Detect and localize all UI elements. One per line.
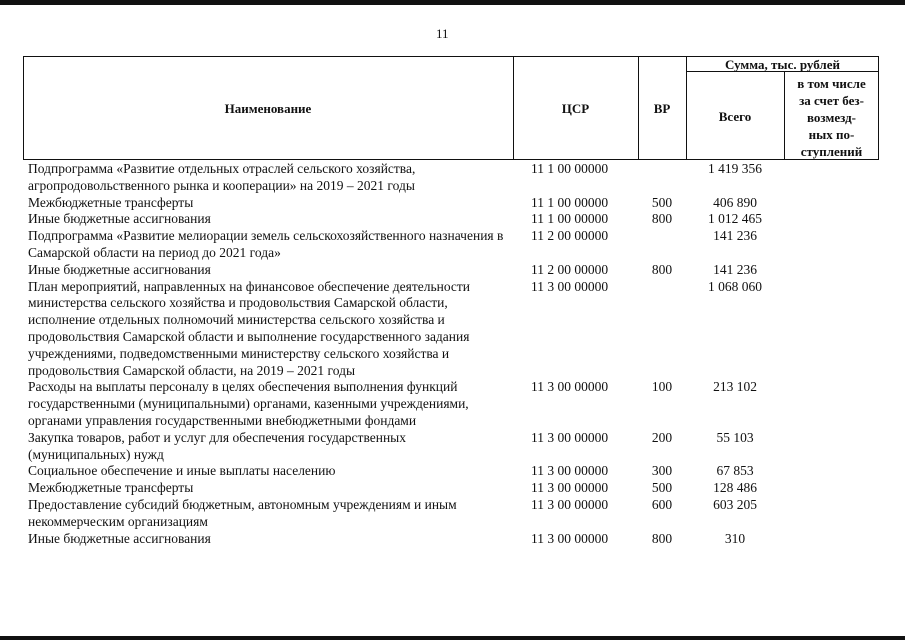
row-csr: 11 3 00 00000 [531, 496, 609, 512]
row-total: 406 890 [713, 194, 757, 210]
row-free [784, 480, 879, 497]
row-vr [638, 279, 686, 380]
row-csr: 11 3 00 00000 [531, 429, 609, 445]
row-free [784, 228, 879, 262]
header-free-line: за счет без- [799, 93, 864, 108]
header-sum: Сумма, тыс. рублей [725, 57, 840, 72]
row-csr: 11 3 00 00000 [531, 278, 609, 294]
row-vr: 200 [651, 429, 673, 445]
row-csr: 11 3 00 00000 [531, 463, 609, 479]
row-total: 1 068 060 [708, 278, 762, 294]
header-free-line: ных по- [808, 127, 855, 142]
row-vr: 800 [651, 261, 673, 277]
row-name: План мероприятий, направленных на финансовое обеспечение деятельности министерства сельского хозяйства и продовольствия Самарской области, исполнение отдельных полномочий министерства сельского хозяйства и продовольствия Самарской области и выполнение государственного задания учреждениями, подведомственными министерству сельского хозяйства и продовольствия Самарской области, на 2019 – 2021 годы [28, 278, 471, 378]
table-row [23, 497, 879, 531]
row-csr: 11 3 00 00000 [531, 379, 609, 395]
table-row [23, 379, 879, 429]
row-csr: 11 1 00 00000 [531, 211, 609, 227]
bottom-scan-border [0, 636, 905, 640]
row-total: 128 486 [713, 480, 757, 496]
row-total: 310 [724, 530, 746, 546]
row-csr: 11 1 00 00000 [531, 161, 609, 176]
row-free [784, 430, 879, 464]
row-free [784, 463, 879, 480]
table-row [23, 195, 879, 212]
row-name: Иные бюджетные ассигнования [28, 211, 211, 227]
table-row [23, 211, 879, 228]
header-free-line: ступлений [800, 144, 863, 159]
row-free [784, 161, 879, 195]
row-csr: 11 2 00 00000 [531, 261, 609, 277]
header-free-line: возмезд- [807, 110, 856, 125]
table-header [23, 56, 879, 160]
row-total: 603 205 [713, 496, 757, 512]
header-free-line: в том числе [797, 76, 866, 91]
table-row [23, 161, 879, 195]
table-row [23, 262, 879, 279]
header-csr: ЦСР [561, 101, 590, 116]
row-name: Расходы на выплаты персоналу в целях обеспечения выполнения функций государственными (муниципальными) органами, казенными учреждениями, органами управления государственными внебюджетными фондами [28, 379, 469, 428]
row-vr [638, 228, 686, 262]
row-total: 55 103 [716, 429, 754, 445]
row-vr: 300 [651, 463, 673, 479]
table-row [23, 480, 879, 497]
row-name: Закупка товаров, работ и услуг для обеспечения государственных (муниципальных) нужд [28, 429, 407, 462]
row-vr: 500 [651, 480, 673, 496]
row-name: Предоставление субсидий бюджетным, автономным учреждениям и иным некоммерческим организациям [28, 496, 457, 529]
table-row [23, 279, 879, 380]
row-name: Социальное обеспечение и иные выплаты населению [28, 463, 336, 479]
row-vr [638, 161, 686, 195]
row-total: 67 853 [716, 463, 754, 479]
row-csr: 11 1 00 00000 [531, 194, 609, 210]
row-vr: 800 [651, 530, 673, 546]
header-total: Всего [718, 109, 752, 124]
page-number: 11 [436, 26, 449, 41]
row-free [784, 531, 879, 548]
row-free [784, 279, 879, 380]
row-total: 213 102 [713, 379, 757, 395]
row-name: Подпрограмма «Развитие мелиорации земель сельскохозяйственного назначения в Самарской области на период до 2021 года» [28, 228, 504, 260]
header-free [785, 75, 878, 160]
row-csr: 11 3 00 00000 [531, 480, 609, 496]
row-free [784, 379, 879, 429]
row-vr: 800 [651, 211, 673, 227]
row-name: Подпрограмма «Развитие отдельных отраслей сельского хозяйства, агропродовольственного рынка и кооперации» на 2019 – 2021 годы [28, 161, 416, 193]
row-vr: 500 [651, 194, 673, 210]
row-total: 1 012 465 [708, 211, 762, 227]
row-name: Межбюджетные трансферты [28, 194, 194, 210]
row-total: 141 236 [713, 228, 757, 244]
row-free [784, 195, 879, 212]
row-vr: 600 [651, 496, 673, 512]
row-free [784, 497, 879, 531]
row-vr: 100 [651, 379, 673, 395]
row-csr: 11 3 00 00000 [531, 530, 609, 546]
row-name: Межбюджетные трансферты [28, 480, 194, 496]
table-row [23, 228, 879, 262]
row-free [784, 211, 879, 228]
row-csr: 11 2 00 00000 [531, 228, 609, 244]
table-row [23, 430, 879, 464]
header-vr: ВР [653, 101, 671, 116]
row-total: 1 419 356 [708, 161, 762, 176]
header-name: Наименование [224, 101, 312, 116]
row-total: 141 236 [713, 261, 757, 277]
table-body [23, 161, 879, 547]
table-row [23, 531, 879, 548]
top-scan-border [0, 0, 905, 5]
row-name: Иные бюджетные ассигнования [28, 261, 211, 277]
header-bottom-line [23, 159, 879, 160]
row-name: Иные бюджетные ассигнования [28, 530, 211, 546]
row-free [784, 262, 879, 279]
table-row [23, 463, 879, 480]
